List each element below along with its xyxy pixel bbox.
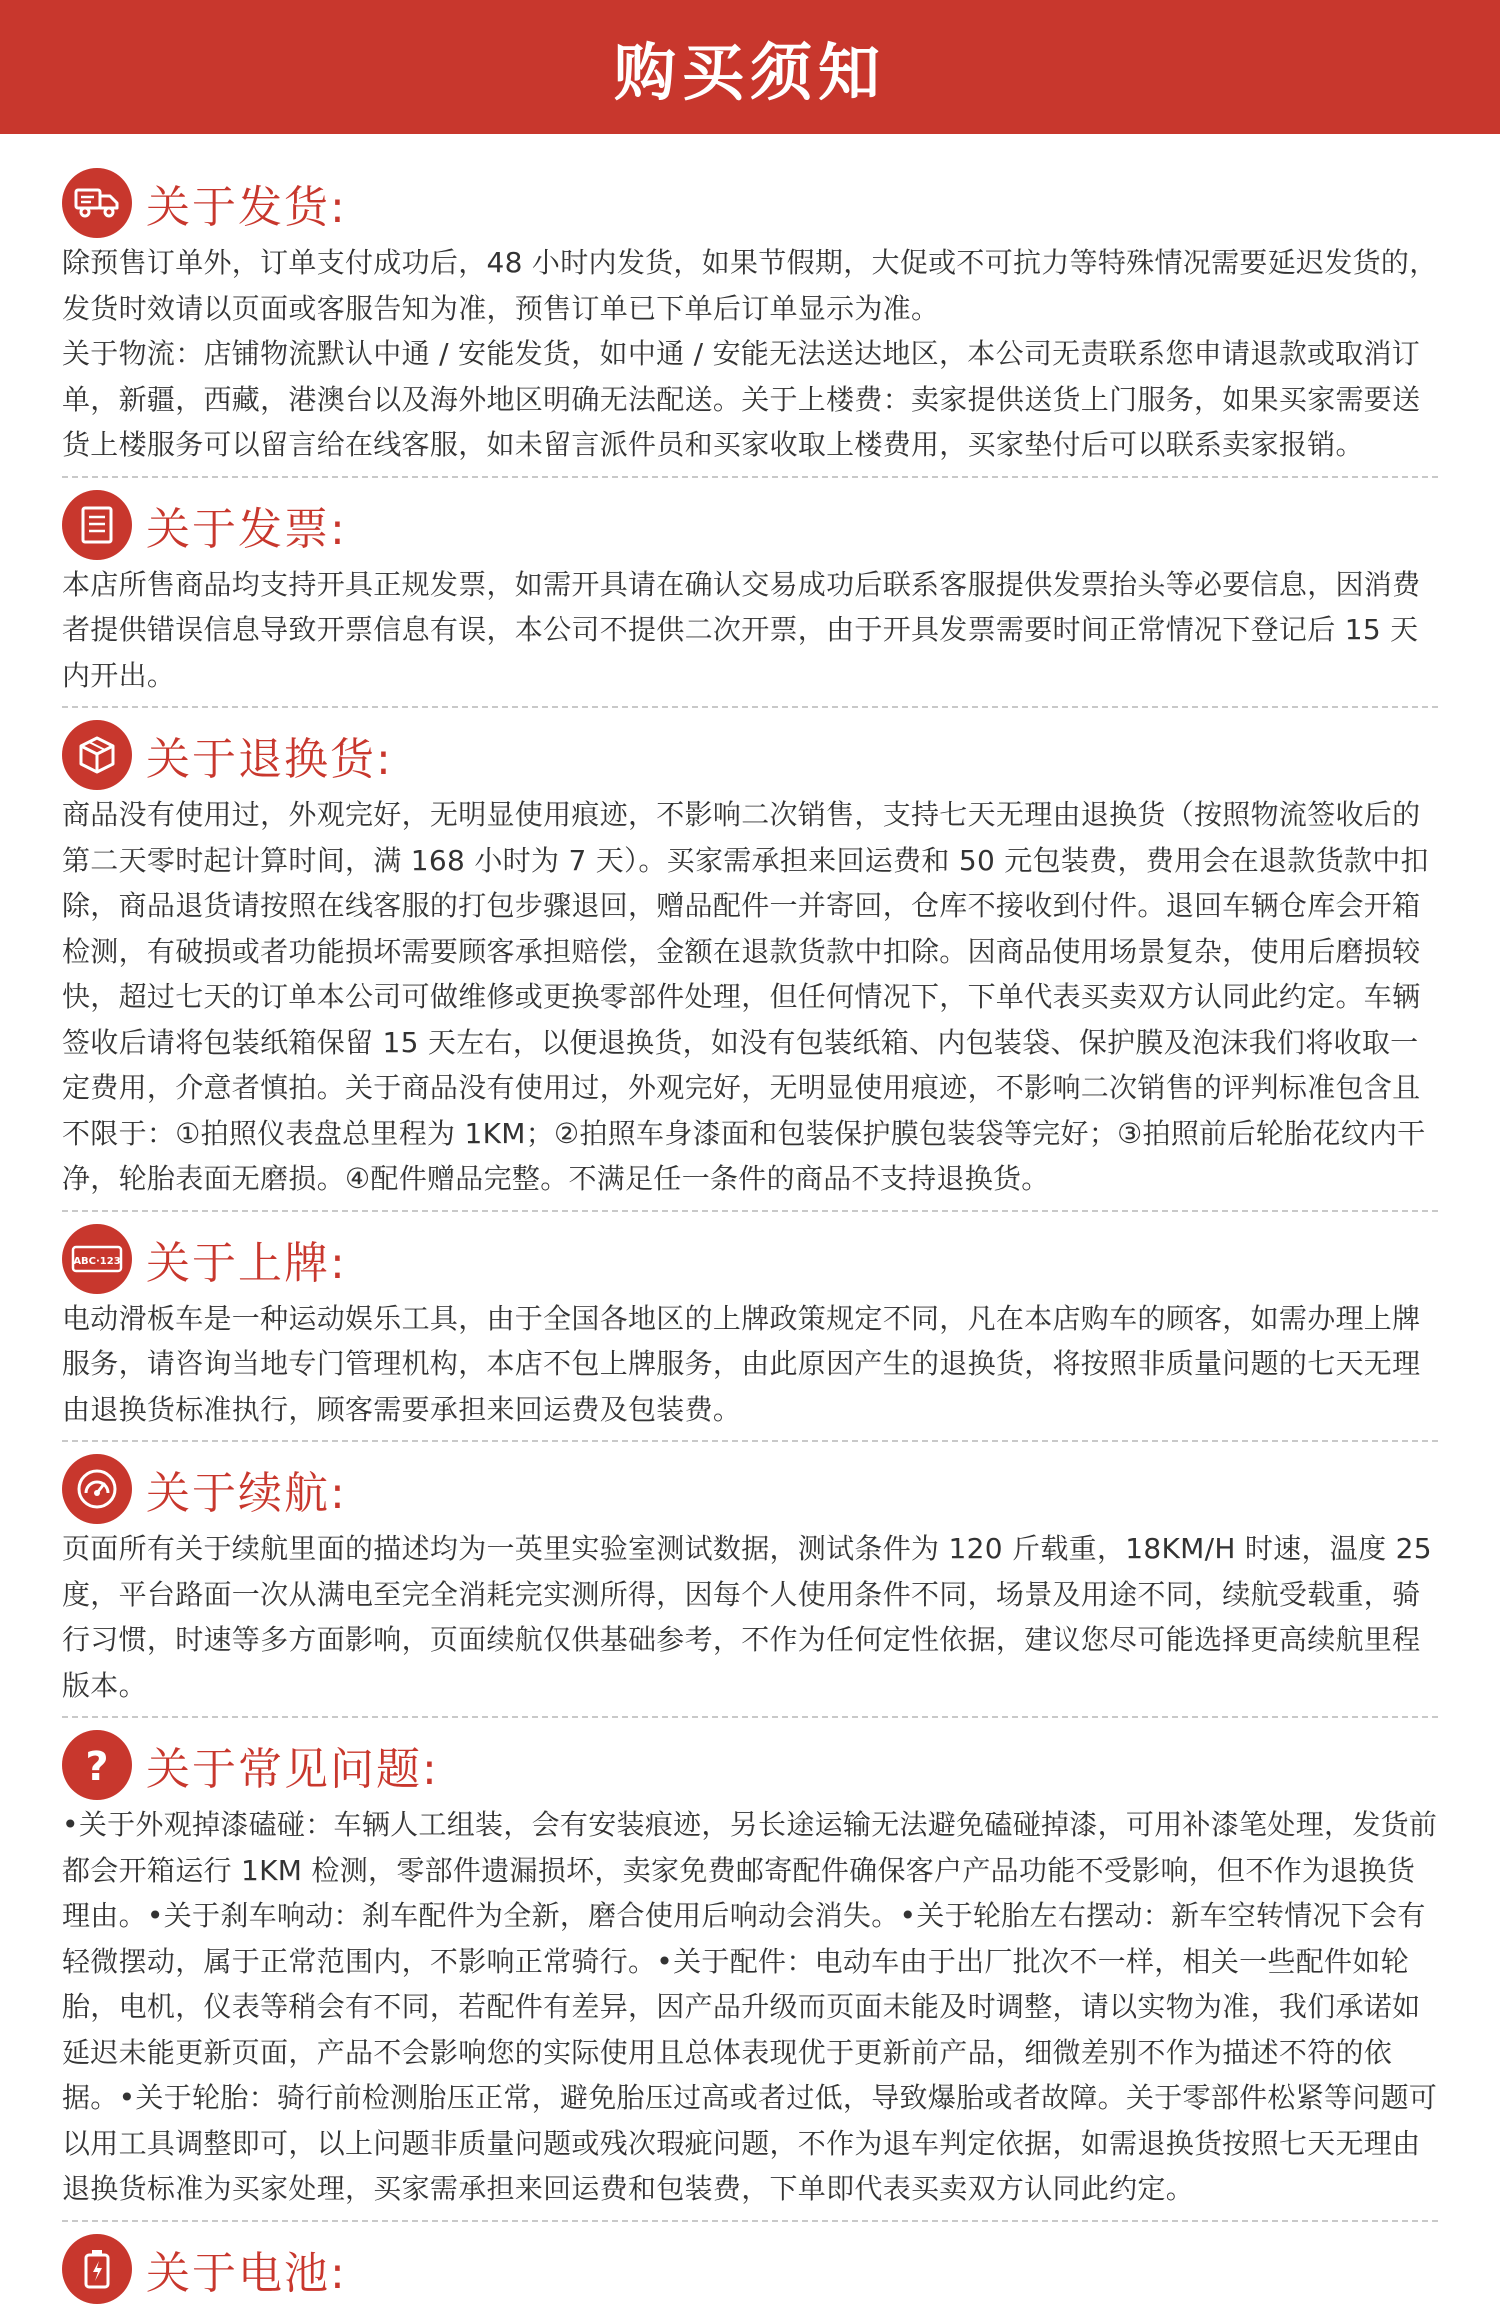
section-header (62, 1222, 1438, 1296)
section-range (62, 1452, 1438, 1718)
section-body (62, 1802, 1438, 2212)
section-returns (62, 718, 1438, 1212)
battery-icon (62, 2234, 132, 2304)
section-paragraph: 商品没有使用过，外观完好，无明显使用痕迹，不影响二次销售，支持七天无理由退换货（按照物流签收后的第二天零时起计算时间，满 168 小时为 7 天）。买家需承担来回运费和 50 元包装费，费用会在退款货款中扣除，商品退货请按照在线客服的打包步骤退回，赠品配件一并寄回，仓库不接收到付件。退回车辆仓库会开箱检测，有破损或者功能损坏需要顾客承担赔偿，金额在退款货款中扣除。因商品使用场景复杂，使用后磨损较快，超过七天的订单本公司可做维修或更换零部件处理，但任何情况下，下单代表买卖双方认同此约定。车辆签收后请将包装纸箱保留 15 天左右，以便退换货，如没有包装纸箱、内包装袋、保护膜及泡沫我们将收取一定费用，介意者慎拍。关于商品没有使用过，外观完好，无明显使用痕迹，不影响二次销售的评判标准包含且不限于：①拍照仪表盘总里程为 1KM；②拍照车身漆面和包装保护膜包装袋等完好；③拍照前后轮胎花纹内干净，轮胎表面无磨损。④配件赠品完整。不满足任一条件的商品不支持退换货。 (62, 798, 1429, 1195)
section-paragraph: 关于物流：店铺物流默认中通 / 安能发货，如中通 / 安能无法送达地区，本公司无责联系您申请退款或取消订单，新疆，西藏，港澳台以及海外地区明确无法配送。关于上楼费：卖家提供送货上门服务，如果买家需要送货上楼服务可以留言给在线客服，如未留言派件员和买家收取上楼费用，买家垫付后可以联系卖家报销。 (62, 337, 1421, 461)
section-license-plate (62, 1222, 1438, 1443)
package-box-icon (62, 720, 132, 790)
section-header (62, 718, 1438, 792)
section-header (62, 2232, 1438, 2306)
section-header (62, 488, 1438, 562)
section-body (62, 240, 1438, 468)
section-paragraph: 页面所有关于续航里面的描述均为一英里实验室测试数据，测试条件为 120 斤载重，18KM/H 时速，温度 25 度，平台路面一次从满电至完全消耗完实测所得，因每个人使用条件不同，场景及用途不同，续航受载重，骑行习惯，时速等多方面影响，页面续航仅供基础参考，不作为任何定性依据，建议您尽可能选择更高续航里程版本。 (62, 1532, 1432, 1702)
section-title: 关于退换货: (146, 734, 393, 785)
content (0, 134, 1500, 2314)
section-body (62, 1526, 1438, 1708)
section-title: 关于发货: (146, 182, 347, 233)
range-gauge-icon (62, 1454, 132, 1524)
invoice-icon (62, 490, 132, 560)
section-paragraph: 本店所售商品均支持开具正规发票，如需开具请在确认交易成功后联系客服提供发票抬头等必要信息，因消费者提供错误信息导致开票信息有误，本公司不提供二次开票，由于开具发票需要时间正常情况下登记后 15 天内开出。 (62, 567, 1421, 692)
section-battery (62, 2232, 1438, 2314)
section-faq (62, 1728, 1438, 2222)
section-shipping (62, 166, 1438, 478)
section-header (62, 166, 1438, 240)
page-title: 购买须知 (613, 35, 886, 109)
section-title: 关于常见问题: (146, 1744, 439, 1795)
section-invoice (62, 488, 1438, 709)
section-title: 关于续航: (146, 1468, 347, 1519)
section-header (62, 1452, 1438, 1526)
section-title: 关于电池: (146, 2247, 347, 2299)
section-title: 关于发票: (146, 503, 347, 555)
section-paragraph: 除预售订单外，订单支付成功后，48 小时内发货，如果节假期，大促或不可抗力等特殊情况需要延迟发货的，发货时效请以页面或客服告知为准，预售订单已下单后订单显示为准。 (62, 246, 1438, 325)
section-body (62, 792, 1438, 1202)
license-plate-icon (62, 1224, 132, 1294)
section-paragraph: 电动滑板车是一种运动娱乐工具，由于全国各地区的上牌政策规定不同，凡在本店购车的顾客，如需办理上牌服务，请咨询当地专门管理机构，本店不包上牌服务，由此原因产生的退换货，将按照非质量问题的七天无理由退换货标准执行，顾客需要承担来回运费及包装费。 (62, 1301, 1421, 1426)
delivery-truck-icon (62, 168, 132, 238)
svg-text:?: ? (85, 1744, 109, 1788)
svg-text:ABC·123: ABC·123 (73, 1255, 121, 1267)
section-body (62, 1296, 1438, 1433)
section-header (62, 1728, 1438, 1802)
question-mark-icon (62, 1730, 132, 1800)
section-title: 关于上牌: (146, 1237, 347, 1289)
header-banner (0, 0, 1500, 134)
section-paragraph: •关于外观掉漆磕碰：车辆人工组装，会有安装痕迹，另长途运输无法避免磕碰掉漆，可用补漆笔处理，发货前都会开箱运行 1KM 检测，零部件遗漏损坏，卖家免费邮寄配件确保客户产品功能不受影响，但不作为退换货理由。•关于刹车响动：刹车配件为全新，磨合使用后响动会消失。•关于轮胎左右摆动：新车空转情况下会有轻微摆动，属于正常范围内，不影响正常骑行。•关于配件：电动车由于出厂批次不一样，相关一些配件如轮胎，电机，仪表等稍会有不同，若配件有差异，因产品升级而页面未能及时调整，请以实物为准，我们承诺如延迟未能更新页面，产品不会影响您的实际使用且总体表现优于更新前产品，细微差别不作为描述不符的依据。•关于轮胎：骑行前检测胎压正常，避免胎压过高或者过低，导致爆胎或者故障。关于零部件松紧等问题可以用工具调整即可，以上问题非质量问题或残次瑕疵问题，不作为退车判定依据，如需退换货按照七天无理由退换货标准为买家处理，买家需承担来回运费和包装费，下单即代表买卖双方认同此约定。 (62, 1808, 1438, 2205)
section-body (62, 562, 1438, 699)
